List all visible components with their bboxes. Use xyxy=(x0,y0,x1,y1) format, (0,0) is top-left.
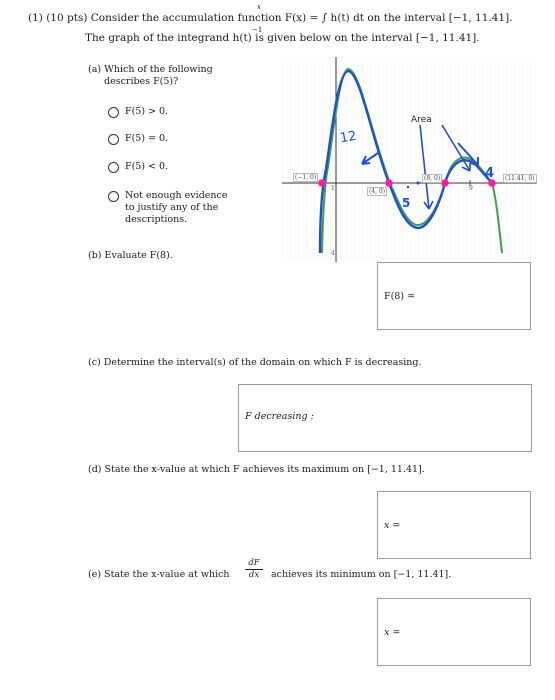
annotation-12: 12 xyxy=(338,128,358,147)
answer-label-maximum: x = xyxy=(384,520,401,531)
part-e-fraction xyxy=(245,558,263,581)
tick-label-9: 9 xyxy=(469,185,473,192)
option-radio-lt-zero[interactable] xyxy=(108,162,119,173)
integral-upper-limit: x xyxy=(257,3,261,11)
option-radio-gt-zero[interactable] xyxy=(108,107,119,118)
integrand-graph xyxy=(282,57,537,262)
option-label-lt-zero[interactable]: F(5) < 0. xyxy=(125,161,169,172)
answer-box-maximum[interactable] xyxy=(377,491,531,559)
part-c-question: (c) Determine the interval(s) of the domain on which F is decreasing. xyxy=(88,357,422,368)
label-point-minus1: (−1, 0) xyxy=(295,174,317,181)
label-point-8: (8, 0) xyxy=(424,175,441,182)
point-8 xyxy=(441,179,449,187)
fraction-denominator: dx xyxy=(248,570,260,580)
tick-label-4: 4 xyxy=(331,250,335,257)
point-minus1 xyxy=(318,179,326,187)
point-4 xyxy=(385,179,393,187)
answer-box-derivative-min[interactable] xyxy=(377,598,531,666)
option-label-not-enough-line3[interactable]: descriptions. xyxy=(125,214,188,225)
part-b-question: (b) Evaluate F(8). xyxy=(88,250,173,261)
answer-box-f8[interactable] xyxy=(377,262,531,330)
part-e-question-suffix: achieves its minimum on [−1, 11.41]. xyxy=(271,569,452,580)
point-dot-small-2 xyxy=(407,186,409,188)
intro-text: (1) (10 pts) Consider the accumulation function F(x) = ∫ h(t) dt on the interval [−1, 11.41]. xyxy=(28,12,513,24)
problem-intro-line2: The graph of the integrand h(t) is given below on the interval [−1, 11.41]. xyxy=(85,32,480,44)
label-point-11-41: (11.41, 0) xyxy=(505,175,535,182)
integral-lower-limit: −1 xyxy=(252,26,263,34)
option-label-gt-zero[interactable]: F(5) > 0. xyxy=(125,106,169,117)
answer-label-f8: F(8) = xyxy=(384,291,416,302)
annotation-4: 4 xyxy=(485,166,495,181)
point-dot-small xyxy=(416,181,419,184)
label-point-4: (4, 0) xyxy=(369,188,386,195)
part-a-question-line2: describes F(5)? xyxy=(104,76,179,87)
annotation-5: 5 xyxy=(402,196,411,210)
part-e-question-prefix: (e) State the x-value at which xyxy=(88,569,230,580)
part-a-question-line1: (a) Which of the following xyxy=(88,64,213,75)
fraction-numerator: dF xyxy=(245,558,263,570)
option-label-not-enough-line2[interactable]: to justify any of the xyxy=(125,202,219,213)
option-radio-not-enough[interactable] xyxy=(108,191,119,202)
annotation-area: Area xyxy=(411,115,432,125)
answer-label-decreasing: F decreasing : xyxy=(245,411,314,422)
option-radio-eq-zero[interactable] xyxy=(108,134,119,145)
part-d-question: (d) State the x-value at which F achieves its maximum on [−1, 11.41]. xyxy=(88,464,425,475)
tick-label-1: 1 xyxy=(331,185,335,192)
option-label-not-enough-line1[interactable]: Not enough evidence xyxy=(125,190,228,201)
answer-label-derivative-min: x = xyxy=(384,627,401,638)
option-label-eq-zero[interactable]: F(5) = 0. xyxy=(125,133,169,144)
problem-intro-line1 xyxy=(28,12,513,25)
answer-box-decreasing[interactable] xyxy=(238,384,532,452)
